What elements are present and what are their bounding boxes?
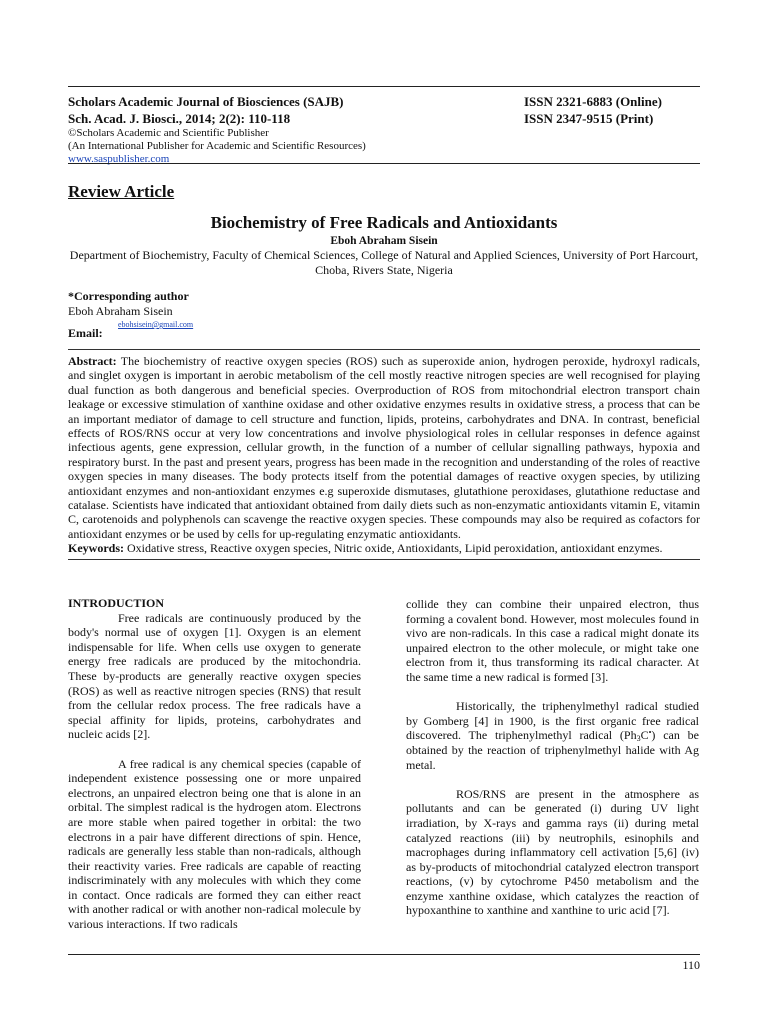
keywords-paragraph — [68, 541, 700, 555]
paragraph-history — [406, 699, 699, 772]
abstract-text: The biochemistry of reactive oxygen species (ROS) such as superoxide anion, hydrogen peroxide, hydroxyl radicals, and singlet oxygen is important in aerobic metabolism of the cell mostly reactive nitrogen species are well recognised for playing dual function as both dangerous and beneficial species. Overproduction of ROS from mitochondrial electron transport chain leakage or excessive stimulation of xanthine oxidase and other oxidative enzymes results in oxidative stress, a process that can be an important mediator of damage to cell structure and function, lipids, proteins, carbohydrates and DNA. In contrast, beneficial effects of ROS/RNS occur at very low concentrations and involve physiological roles in cellular responses in defence against infectious agents, gene expression, cellular growth, in the function of a number of cellular signalling pathways, hypoxia and respiratory burst. In the past and present years, progress has been made in the recognition and understanding of the roles of reactive oxygen species in many diseases. The body protects itself from the potential damages of reactive oxygen species, by utilizing antioxidant enzymes and non-antioxidant enzymes e.g superoxide dismutases, glutathione peroxidases, glutathione reductase and catalase. Scientists have indicated that antioxidant obtained from daily diets such as non-enzymatic antioxidants vitamin E, vitamin C, carotenoids and polyphenols can scavenge the reactive oxygen species. These compounds may also be required as cofactors for antioxidant enzymes or be used by cells for up-regulating enzymatic antioxidants. — [68, 354, 700, 541]
article-type: Review Article — [68, 182, 175, 201]
left-column — [68, 596, 361, 946]
corresponding-name: Eboh Abraham Sisein — [68, 304, 173, 318]
history-superscript: • — [648, 728, 652, 738]
paragraph-free-radical-definition: A free radical is any chemical species (capable of independent existence possessing one or more unpaired electrons, an unpaired electron being one that is alone in an orbital. The simplest radical is the hydrogen atom. Electrons are more stable when paired together in orbital: the two electrons in a pair have different directions of spin. Hence, radicals are generally less stable than non-radicals, although their reactivity varies. Free radicals are capable of reacting indiscriminately with any molecules with which they come in contact. Once radicals are formed they can either react with another radical or with another non-radical molecule by various interactions. If two radicals — [68, 756, 361, 932]
copyright-line: ©Scholars Academic and Scientific Publisher — [68, 127, 269, 139]
introduction-heading: INTRODUCTION — [68, 596, 165, 610]
header-row-2 — [68, 110, 700, 127]
publisher-note: (An International Publisher for Academic and Scientific Resources) — [68, 140, 366, 152]
article-title: Biochemistry of Free Radicals and Antioxidants — [210, 213, 558, 232]
keywords-text: Oxidative stress, Reactive oxygen species, Nitric oxide, Antioxidants, Lipid peroxidation, antioxidant enzymes. — [124, 541, 663, 556]
article-author: Eboh Abraham Sisein — [330, 235, 438, 247]
corresponding-author-block — [68, 289, 189, 319]
email-link[interactable]: ebohsisein@gmail.com — [118, 320, 194, 329]
issn-print: ISSN 2347-9515 (Print) — [524, 111, 654, 126]
paragraph-ros-rns-sources: ROS/RNS are present in the atmosphere as pollutants and can be generated (i) during UV light irradiation, by X-rays and gamma rays (ii) during metal catalyzed reactions (iii) by neutrophils, esinophils and macrophages during inflammatory cell activation [5,6] (iv) as by-products of mitochondrial catalyzed electron transport reactions, (v) by cytochrome P450 metabolism and the enzyme xanthine oxidase, which catalyzes the reaction of hypoxanthine to xanthine and xanthine to uric acid [7]. — [406, 786, 699, 918]
issn-online: ISSN 2321-6883 (Online) — [524, 94, 662, 109]
email-row — [68, 326, 103, 341]
journal-header — [68, 93, 700, 166]
corresponding-label: *Corresponding author — [68, 289, 189, 303]
page-number: 110 — [682, 958, 700, 972]
history-subscript: 3 — [636, 734, 641, 744]
abstract-paragraph — [68, 354, 700, 541]
header-top-rule — [68, 86, 700, 87]
paragraph-free-radicals-production: Free radicals are continuously produced by the body's normal use of oxygen [1]. Oxygen is an element indispensable for life. When cells use oxygen to generate energy free radicals are produced by the mitochondria. These by-products are generally reactive oxygen species (ROS) as well as reactive nitrogen species (RNS) that result from the cellular redox process. The free radicals have a special affinity for lipids, proteins, carbohydrates and nucleic acids [2]. — [68, 610, 361, 742]
abstract-box — [68, 349, 700, 560]
paragraph-radical-collision: collide they can combine their unpaired electron, thus forming a covalent bond. However, most molecules found in vivo are non-radicals. In this case a radical might donate its unpaired electron to the other molecule, or might take one electron from it, thus transforming its radical character. At the same time a new radical is formed [3]. — [406, 597, 699, 684]
website-link[interactable]: www.saspublisher.com — [68, 153, 170, 165]
header-row-1 — [68, 93, 700, 110]
keywords-label: Keywords: — [68, 541, 124, 556]
header-bottom-rule — [68, 163, 700, 164]
history-text-c: ) can be obtained by the reaction of triphenylmethyl halide with Ag metal. — [406, 728, 699, 772]
history-text-a: Historically, the triphenylmethyl radical studied by Gomberg [4] in 1900, is the first organic free radical discovered. The triphenylmethyl radical (Ph — [406, 699, 699, 743]
right-column — [406, 597, 699, 933]
footer-rule — [68, 954, 700, 955]
journal-citation: Sch. Acad. J. Biosci., 2014; 2(2): 110-118 — [68, 111, 291, 126]
abstract-label: Abstract: — [68, 354, 117, 368]
journal-name: Scholars Academic Journal of Biosciences (SAJB) — [68, 94, 344, 109]
author-affiliation: Department of Biochemistry, Faculty of Chemical Sciences, College of Natural and Applied Sciences, University of Port Harcourt, Choba, Rivers State, Nigeria — [69, 248, 699, 277]
history-text-b: C — [640, 728, 649, 743]
email-label: Email: — [68, 326, 103, 340]
